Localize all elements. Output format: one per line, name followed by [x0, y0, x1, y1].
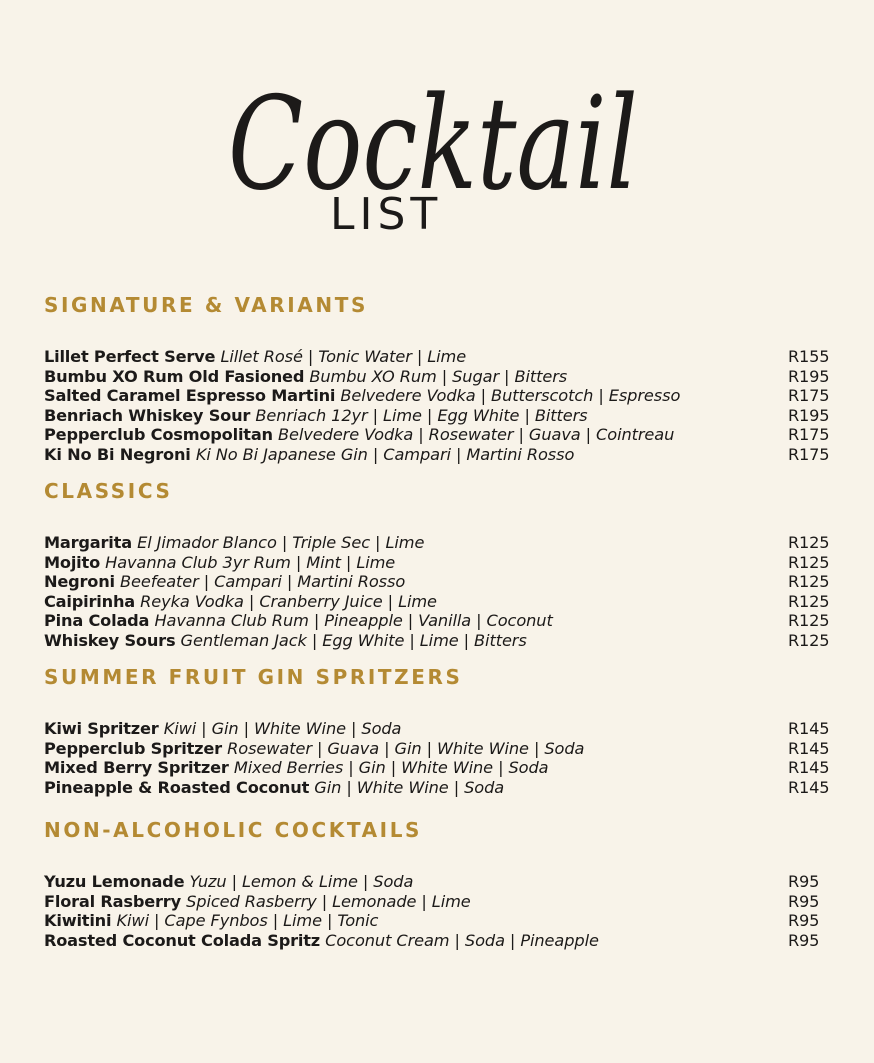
item-name: Margarita [44, 533, 132, 552]
menu-title [0, 0, 874, 260]
item-name: Kiwitini [44, 911, 112, 931]
item-description: Coconut Cream | Soda | Pineapple [325, 930, 599, 950]
menu-item [44, 367, 834, 387]
menu-item [44, 347, 834, 367]
item-description: Benriach 12yr | Lime | Egg White | Bitters [255, 405, 588, 425]
item-name: Pineapple & Roasted Coconut [44, 777, 310, 797]
item-price: R145 [788, 758, 830, 778]
item-price: R125 [788, 572, 830, 592]
item-price: R95 [788, 872, 820, 891]
item-price: R175 [788, 425, 830, 445]
cocktail-script-text: Cocktail [228, 70, 638, 219]
menu-item [44, 572, 834, 592]
list-subtitle: LIST [330, 189, 443, 240]
menu-item [44, 739, 834, 759]
item-description: Havanna Club Rum | Pineapple | Vanilla | Coconut [154, 611, 553, 631]
item-description: Bumbu XO Rum | Sugar | Bitters [309, 366, 568, 386]
item-list [44, 347, 834, 465]
item-price: R125 [788, 611, 830, 631]
item-name: Pepperclub Spritzer [44, 738, 222, 758]
item-description: Belvedere Vodka | Butterscotch | Espresso [340, 386, 681, 406]
item-name: Mixed Berry Spritzer [44, 758, 229, 778]
menu-item [44, 931, 834, 951]
item-description: Mixed Berries | Gin | White Wine | Soda [233, 758, 549, 778]
item-price: R195 [788, 405, 830, 425]
item-description: El Jimador Blanco | Triple Sec | Lime [137, 533, 425, 552]
section-heading: CLASSICS [44, 479, 173, 503]
item-list [44, 719, 834, 797]
item-description: Kiwi | Cape Fynbos | Lime | Tonic [116, 911, 379, 931]
item-price: R125 [788, 630, 830, 650]
item-description: Ki No Bi Japanese Gin | Campari | Martini Rosso [195, 444, 575, 464]
item-name: Negroni [44, 572, 115, 592]
item-name: Bumbu XO Rum Old Fasioned [44, 366, 305, 386]
item-description: Beefeater | Campari | Martini Rosso [120, 572, 406, 592]
menu-item [44, 533, 834, 553]
menu-item [44, 758, 834, 778]
menu-item [44, 425, 834, 445]
item-description: Havanna Club 3yr Rum | Mint | Lime [105, 552, 396, 572]
item-description: Kiwi | Gin | White Wine | Soda [163, 719, 402, 738]
menu-item [44, 406, 834, 426]
item-description: Rosewater | Guava | Gin | White Wine | Soda [227, 738, 585, 758]
section-heading: SIGNATURE & VARIANTS [44, 293, 368, 317]
item-description: Lillet Rosé | Tonic Water | Lime [220, 347, 467, 366]
item-price: R95 [788, 911, 820, 931]
menu-item [44, 445, 834, 465]
item-name: Salted Caramel Espresso Martini [44, 386, 336, 406]
item-name: Yuzu Lemonade [44, 872, 185, 891]
menu-item [44, 719, 834, 739]
menu-item [44, 611, 834, 631]
item-list [44, 533, 834, 651]
item-price: R145 [788, 777, 830, 797]
item-description: Gin | White Wine | Soda [314, 777, 505, 797]
section-signature-variants [44, 295, 834, 465]
item-price: R155 [788, 347, 830, 366]
item-name: Benriach Whiskey Sour [44, 405, 251, 425]
item-price: R175 [788, 386, 830, 406]
item-price: R95 [788, 891, 820, 911]
item-name: Roasted Coconut Colada Spritz [44, 930, 320, 950]
item-name: Kiwi Spritzer [44, 719, 159, 738]
item-name: Lillet Perfect Serve [44, 347, 216, 366]
item-name: Caipirinha [44, 591, 135, 611]
item-description: Yuzu | Lemon & Lime | Soda [189, 872, 414, 891]
item-price: R145 [788, 738, 830, 758]
menu-item [44, 553, 834, 573]
section-non-alcoholic-cocktails [44, 820, 834, 950]
item-description: Spiced Rasberry | Lemonade | Lime [186, 891, 471, 911]
menu-item [44, 386, 834, 406]
item-list [44, 872, 834, 950]
item-description: Reyka Vodka | Cranberry Juice | Lime [140, 591, 437, 611]
item-name: Pina Colada [44, 611, 150, 631]
item-name: Ki No Bi Negroni [44, 444, 191, 464]
item-price: R195 [788, 366, 830, 386]
item-price: R125 [788, 591, 830, 611]
item-description: Gentleman Jack | Egg White | Lime | Bitters [180, 630, 527, 650]
section-heading: SUMMER FRUIT GIN SPRITZERS [44, 665, 463, 689]
item-price: R145 [788, 719, 830, 738]
menu-item [44, 631, 834, 651]
menu-item [44, 778, 834, 798]
section-summer-fruit-gin-spritzers [44, 667, 834, 797]
section-classics [44, 481, 834, 651]
item-name: Mojito [44, 552, 100, 572]
item-name: Floral Rasberry [44, 891, 181, 911]
menu-item [44, 592, 834, 612]
menu-item [44, 911, 834, 931]
item-price: R125 [788, 552, 830, 572]
item-description: Belvedere Vodka | Rosewater | Guava | Cointreau [278, 425, 675, 445]
item-name: Pepperclub Cosmopolitan [44, 425, 273, 445]
item-price: R95 [788, 930, 820, 950]
item-price: R175 [788, 444, 830, 464]
menu-item [44, 892, 834, 912]
menu-item [44, 872, 834, 892]
section-heading: NON-ALCOHOLIC COCKTAILS [44, 818, 423, 842]
item-price: R125 [788, 533, 830, 552]
item-name: Whiskey Sours [44, 630, 176, 650]
